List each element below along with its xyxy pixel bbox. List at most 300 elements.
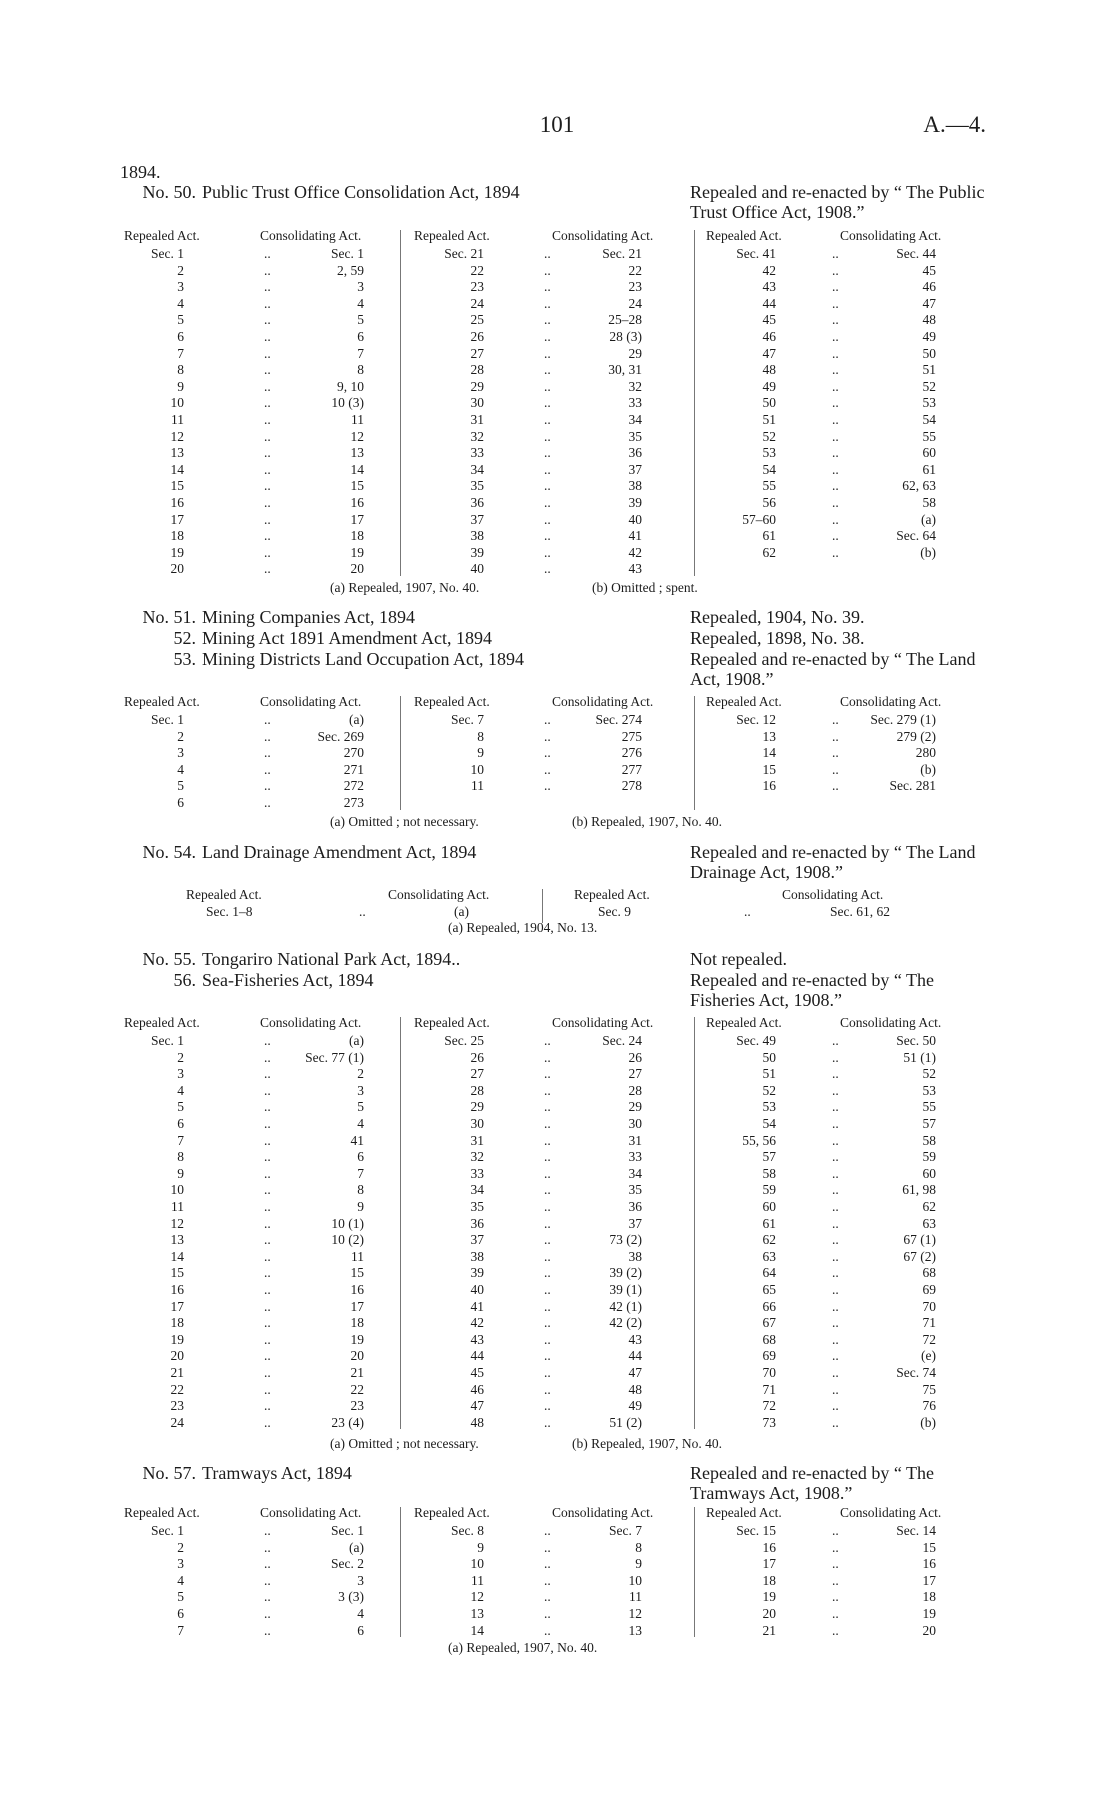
- repealed-section: 39: [470, 544, 484, 560]
- consolidating-section: 67 (1): [903, 1232, 936, 1248]
- leader-dots: ..: [264, 1381, 271, 1397]
- consolidating-section: Sec. 2: [331, 1556, 364, 1572]
- leader-dots: ..: [264, 362, 271, 378]
- consolidating-section: Sec. 24: [602, 1033, 642, 1048]
- consolidating-section: (b): [920, 544, 936, 560]
- consolidating-section: 15: [350, 478, 364, 494]
- consolidating-section: 4: [357, 1116, 364, 1131]
- leader-dots: ..: [544, 778, 551, 794]
- leader-dots: ..: [544, 1082, 551, 1098]
- leader-dots: ..: [544, 279, 551, 295]
- col-header: Repealed Act.: [414, 1505, 490, 1520]
- repealed-section: 47: [470, 1398, 484, 1414]
- leader-dots: ..: [832, 295, 839, 311]
- consolidating-section: Sec. 77 (1): [305, 1049, 364, 1065]
- col-header: Consolidating Act.: [388, 887, 490, 902]
- repealed-section: 34: [470, 1182, 484, 1198]
- repealed-section: 2: [177, 728, 184, 744]
- consolidating-section: 23: [350, 1398, 364, 1414]
- repealed-section: 7: [177, 1132, 184, 1148]
- consolidating-section: 6: [357, 329, 364, 344]
- consolidating-section: 62, 63: [902, 478, 936, 494]
- consolidating-section: 42 (2): [609, 1315, 642, 1331]
- repealed-section: 16: [170, 1282, 184, 1297]
- repealed-section: 39: [470, 1265, 484, 1281]
- leader-dots: ..: [544, 1116, 551, 1131]
- consolidating-section: 11: [351, 412, 364, 427]
- repealed-section: 4: [177, 761, 184, 777]
- consolidating-section: 272: [343, 778, 364, 794]
- leader-dots: ..: [264, 1398, 271, 1414]
- repealed-section: 11: [471, 778, 484, 794]
- table-cell: Sec. 9: [598, 904, 631, 919]
- leader-dots: ..: [264, 528, 271, 544]
- repealed-section: 56: [762, 495, 776, 510]
- repealed-section: 29: [470, 1099, 484, 1115]
- repealed-section: 37: [470, 1232, 484, 1248]
- consolidating-section: 63: [922, 1215, 936, 1231]
- consolidating-section: 14: [350, 461, 364, 477]
- leader-dots: ..: [832, 728, 839, 744]
- act-number: No. 55.: [142, 949, 196, 969]
- consolidating-section: (b): [920, 761, 936, 777]
- consolidating-section: 43: [628, 1331, 642, 1347]
- consolidating-section: 38: [628, 478, 642, 494]
- consolidating-section: 48: [628, 1381, 642, 1397]
- repealed-section: 52: [762, 1082, 776, 1098]
- leader-dots: ..: [832, 1265, 839, 1281]
- consolidating-section: 29: [628, 345, 642, 361]
- act-number: 53.: [173, 649, 196, 669]
- table-note: (a) Repealed, 1907, No. 40.: [330, 580, 480, 595]
- repealed-section: 14: [170, 461, 184, 477]
- repealed-section: 7: [177, 345, 184, 361]
- repealed-section: 58: [762, 1165, 776, 1181]
- leader-dots: ..: [544, 1215, 551, 1231]
- repealed-section: Sec. 25: [444, 1033, 484, 1048]
- repealed-section: 36: [470, 1215, 484, 1231]
- consolidating-section: 61, 98: [902, 1182, 936, 1198]
- repealed-section: 8: [177, 1149, 184, 1165]
- repealed-section: 2: [177, 1049, 184, 1065]
- leader-dots: ..: [832, 246, 839, 261]
- consolidating-section: 49: [628, 1398, 642, 1414]
- consolidating-section: 69: [922, 1282, 936, 1297]
- consolidating-section: 20: [922, 1622, 936, 1638]
- act-status: Repealed, 1904, No. 39.: [690, 607, 865, 627]
- repealed-section: 2: [177, 262, 184, 278]
- repealed-section: Sec. 49: [736, 1033, 776, 1048]
- leader-dots: ..: [832, 778, 839, 794]
- leader-dots: ..: [544, 712, 551, 727]
- leader-dots: ..: [544, 1165, 551, 1181]
- consolidating-section: 39 (2): [609, 1265, 642, 1281]
- column-rule: [694, 696, 695, 810]
- leader-dots: ..: [832, 1556, 839, 1572]
- repealed-section: 4: [177, 1082, 184, 1098]
- leader-dots: ..: [264, 1298, 271, 1314]
- consolidating-section: 10 (3): [331, 395, 364, 411]
- leader-dots: ..: [544, 1099, 551, 1115]
- consolidating-section: 35: [628, 1182, 642, 1198]
- repealed-section: 13: [170, 1232, 184, 1248]
- leader-dots: ..: [832, 1099, 839, 1115]
- leader-dots: ..: [264, 728, 271, 744]
- leader-dots: ..: [359, 904, 366, 919]
- consolidating-section: 2: [357, 1066, 364, 1082]
- repealed-section: Sec. 1: [151, 246, 184, 261]
- leader-dots: ..: [544, 412, 551, 427]
- leader-dots: ..: [832, 544, 839, 560]
- repealed-section: 16: [762, 778, 776, 794]
- act-title: Mining Act 1891 Amendment Act, 1894: [202, 628, 492, 648]
- repealed-section: 59: [762, 1182, 776, 1198]
- consolidating-section: Sec. 274: [595, 712, 642, 727]
- leader-dots: ..: [544, 528, 551, 544]
- leader-dots: ..: [544, 1315, 551, 1331]
- repealed-section: 47: [762, 345, 776, 361]
- table-note: (b) Repealed, 1907, No. 40.: [572, 1436, 722, 1451]
- consolidating-section: 277: [621, 761, 642, 777]
- repealed-section: 73: [762, 1414, 776, 1430]
- act-status: Repealed and re-enacted by “ The Land Act, 1908.”: [690, 649, 976, 689]
- leader-dots: ..: [264, 795, 271, 810]
- leader-dots: ..: [832, 1049, 839, 1065]
- leader-dots: ..: [264, 778, 271, 794]
- leader-dots: ..: [544, 1414, 551, 1430]
- consolidating-section: 37: [628, 1215, 642, 1231]
- consolidating-section: 35: [628, 428, 642, 444]
- consolidating-section: 55: [922, 428, 936, 444]
- consolidating-section: 22: [350, 1381, 364, 1397]
- repealed-section: 55, 56: [742, 1132, 776, 1148]
- consolidating-section: 13: [350, 445, 364, 461]
- col-header: Repealed Act.: [706, 694, 782, 709]
- consolidating-section: 18: [922, 1589, 936, 1605]
- consolidating-section: 29: [628, 1099, 642, 1115]
- consolidating-section: 11: [351, 1248, 364, 1264]
- leader-dots: ..: [832, 1033, 839, 1048]
- col-header: Consolidating Act.: [782, 887, 884, 902]
- consolidating-section: 27: [628, 1066, 642, 1082]
- col-header: Repealed Act.: [706, 228, 782, 243]
- table-note: (b) Omitted ; spent.: [592, 580, 698, 595]
- repealed-section: 54: [762, 1116, 776, 1131]
- repealed-section: 11: [171, 412, 184, 427]
- col-header: Repealed Act.: [186, 887, 262, 902]
- column-rule: [542, 889, 543, 923]
- column-rule: [400, 1507, 401, 1637]
- consolidating-section: 25–28: [608, 312, 642, 328]
- repealed-section: 13: [170, 445, 184, 461]
- leader-dots: ..: [264, 1099, 271, 1115]
- repealed-section: 5: [177, 1589, 184, 1605]
- leader-dots: ..: [264, 1365, 271, 1380]
- leader-dots: ..: [544, 345, 551, 361]
- leader-dots: ..: [264, 428, 271, 444]
- consolidating-section: 26: [628, 1049, 642, 1065]
- col-header: Repealed Act.: [414, 1015, 490, 1030]
- leader-dots: ..: [544, 478, 551, 494]
- consolidating-section: 12: [628, 1606, 642, 1621]
- leader-dots: ..: [544, 1589, 551, 1605]
- leader-dots: ..: [544, 544, 551, 560]
- consolidating-section: 24: [628, 295, 642, 311]
- repealed-section: 6: [177, 1116, 184, 1131]
- repealed-section: 49: [762, 378, 776, 394]
- leader-dots: ..: [832, 1132, 839, 1148]
- consolidating-section: 36: [628, 1199, 642, 1214]
- repealed-section: 14: [762, 745, 776, 761]
- act-number: No. 50.: [142, 182, 196, 202]
- consolidating-section: 22: [628, 262, 642, 278]
- leader-dots: ..: [832, 761, 839, 777]
- repealed-section: 29: [470, 378, 484, 394]
- leader-dots: ..: [832, 1282, 839, 1297]
- act-number: 52.: [173, 628, 196, 648]
- col-header: Consolidating Act.: [260, 694, 362, 709]
- consolidating-section: 19: [350, 544, 364, 560]
- leader-dots: ..: [264, 1248, 271, 1264]
- repealed-section: 9: [477, 745, 484, 761]
- consolidating-section: Sec. 1: [331, 1523, 364, 1538]
- consolidating-section: 36: [628, 445, 642, 461]
- consolidating-section: 23: [628, 279, 642, 295]
- repealed-section: 38: [470, 528, 484, 544]
- consolidating-section: 17: [350, 1298, 364, 1314]
- leader-dots: ..: [264, 1132, 271, 1148]
- consolidating-section: (e): [921, 1348, 936, 1364]
- leader-dots: ..: [264, 1331, 271, 1347]
- repealed-section: 14: [470, 1622, 484, 1638]
- col-header: Consolidating Act.: [552, 694, 654, 709]
- act-number: 56.: [173, 970, 196, 990]
- repealed-section: Sec. 1: [151, 1523, 184, 1538]
- leader-dots: ..: [264, 511, 271, 527]
- leader-dots: ..: [544, 461, 551, 477]
- repealed-section: 41: [470, 1298, 484, 1314]
- leader-dots: ..: [264, 1199, 271, 1214]
- leader-dots: ..: [832, 1232, 839, 1248]
- leader-dots: ..: [264, 544, 271, 560]
- repealed-section: 30: [470, 395, 484, 411]
- consolidating-section: Sec. 279 (1): [870, 712, 936, 727]
- consolidating-section: 54: [922, 412, 936, 427]
- leader-dots: ..: [832, 1381, 839, 1397]
- repealed-section: 15: [170, 478, 184, 494]
- consolidating-section: 51 (2): [609, 1414, 642, 1430]
- leader-dots: ..: [832, 1572, 839, 1588]
- repealed-section: 46: [470, 1381, 484, 1397]
- repealed-section: 17: [762, 1556, 776, 1572]
- consolidating-section: 62: [922, 1199, 936, 1214]
- repealed-section: 18: [762, 1572, 776, 1588]
- leader-dots: ..: [264, 1622, 271, 1638]
- repealed-section: 24: [470, 295, 484, 311]
- leader-dots: ..: [264, 761, 271, 777]
- leader-dots: ..: [544, 445, 551, 461]
- column-rule: [694, 1507, 695, 1637]
- repealed-section: 18: [170, 1315, 184, 1331]
- consolidating-section: 58: [922, 495, 936, 510]
- repealed-section: 38: [470, 1248, 484, 1264]
- column-rule: [400, 230, 401, 576]
- consolidating-section: 55: [922, 1099, 936, 1115]
- repealed-section: 60: [762, 1199, 776, 1214]
- consolidating-section: 40: [628, 511, 642, 527]
- repealed-section: 51: [762, 412, 776, 427]
- repealed-section: 54: [762, 461, 776, 477]
- consolidating-section: 279 (2): [896, 728, 936, 744]
- consolidating-section: 41: [628, 528, 642, 544]
- consolidating-section: 18: [350, 1315, 364, 1331]
- leader-dots: ..: [264, 1149, 271, 1165]
- consolidating-section: 42 (1): [609, 1298, 642, 1314]
- consolidating-section: 20: [350, 1348, 364, 1364]
- consolidating-section: 15: [350, 1265, 364, 1281]
- table-note: (a) Repealed, 1904, No. 13.: [448, 920, 598, 935]
- repealed-section: 19: [170, 544, 184, 560]
- consolidating-section: 39: [628, 495, 642, 510]
- leader-dots: ..: [264, 312, 271, 328]
- act-title: Mining Companies Act, 1894: [202, 607, 415, 627]
- repealed-section: 46: [762, 329, 776, 344]
- leader-dots: ..: [832, 1589, 839, 1605]
- repealed-section: 23: [170, 1398, 184, 1414]
- repealed-section: 20: [762, 1606, 776, 1621]
- leader-dots: ..: [544, 745, 551, 761]
- leader-dots: ..: [264, 1556, 271, 1572]
- table-note: (a) Omitted ; not necessary.: [330, 1436, 479, 1451]
- consolidating-section: 68: [922, 1265, 936, 1281]
- repealed-section: 57: [762, 1149, 776, 1165]
- leader-dots: ..: [264, 478, 271, 494]
- repealed-section: 43: [470, 1331, 484, 1347]
- leader-dots: ..: [264, 1539, 271, 1555]
- repealed-section: 18: [170, 528, 184, 544]
- repealed-section: 42: [762, 262, 776, 278]
- repealed-section: 52: [762, 428, 776, 444]
- repealed-section: 8: [177, 362, 184, 378]
- leader-dots: ..: [264, 1282, 271, 1297]
- consolidating-section: 60: [922, 1165, 936, 1181]
- consolidating-section: 12: [350, 428, 364, 444]
- repealed-section: 6: [177, 1606, 184, 1621]
- repealed-section: 33: [470, 445, 484, 461]
- consolidating-section: 73 (2): [609, 1232, 642, 1248]
- section-table-53: [124, 694, 984, 812]
- repealed-section: 61: [762, 1215, 776, 1231]
- consolidating-section: 280: [915, 745, 936, 761]
- repealed-section: 13: [470, 1606, 484, 1621]
- consolidating-section: 28: [628, 1082, 642, 1098]
- consolidating-section: 5: [357, 312, 364, 328]
- consolidating-section: 67 (2): [903, 1248, 936, 1264]
- repealed-section: Sec. 7: [451, 712, 484, 727]
- repealed-section: 3: [177, 745, 184, 761]
- consolidating-section: 57: [922, 1116, 936, 1131]
- leader-dots: ..: [544, 1556, 551, 1572]
- repealed-section: 31: [470, 412, 484, 427]
- consolidating-section: 21: [350, 1365, 364, 1380]
- repealed-section: 17: [170, 511, 184, 527]
- leader-dots: ..: [264, 1049, 271, 1065]
- consolidating-section: 10: [628, 1572, 642, 1588]
- repealed-section: 43: [762, 279, 776, 295]
- leader-dots: ..: [264, 1116, 271, 1131]
- repealed-section: 67: [762, 1315, 776, 1331]
- repealed-section: 12: [470, 1589, 484, 1605]
- repealed-section: 9: [177, 1165, 184, 1181]
- repealed-section: 53: [762, 445, 776, 461]
- act-number: No. 51.: [142, 607, 196, 627]
- repealed-section: 4: [177, 295, 184, 311]
- consolidating-section: 15: [922, 1539, 936, 1555]
- table-note: (b) Repealed, 1907, No. 40.: [572, 814, 722, 829]
- consolidating-section: 16: [922, 1556, 936, 1572]
- consolidating-section: (a): [349, 712, 364, 727]
- repealed-section: 66: [762, 1298, 776, 1314]
- leader-dots: ..: [264, 1265, 271, 1281]
- leader-dots: ..: [544, 511, 551, 527]
- consolidating-section: 3: [357, 1082, 364, 1098]
- act-number: No. 57.: [142, 1463, 196, 1483]
- leader-dots: ..: [832, 1315, 839, 1331]
- consolidating-section: 32: [628, 378, 642, 394]
- repealed-section: 16: [170, 495, 184, 510]
- leader-dots: ..: [544, 1033, 551, 1048]
- repealed-section: 20: [170, 561, 184, 577]
- leader-dots: ..: [544, 1539, 551, 1555]
- consolidating-section: 271: [343, 761, 364, 777]
- consolidating-section: 276: [621, 745, 642, 761]
- consolidating-section: 23 (4): [331, 1414, 364, 1430]
- consolidating-section: 28 (3): [609, 329, 642, 344]
- leader-dots: ..: [832, 1082, 839, 1098]
- repealed-section: Sec. 41: [736, 246, 776, 261]
- repealed-section: 51: [762, 1066, 776, 1082]
- col-header: Consolidating Act.: [840, 228, 942, 243]
- consolidating-section: 19: [350, 1331, 364, 1347]
- consolidating-section: 46: [922, 279, 936, 295]
- leader-dots: ..: [544, 395, 551, 411]
- repealed-section: 16: [762, 1539, 776, 1555]
- leader-dots: ..: [832, 345, 839, 361]
- leader-dots: ..: [264, 279, 271, 295]
- repealed-section: 37: [470, 511, 484, 527]
- repealed-section: 3: [177, 279, 184, 295]
- consolidating-section: Sec. 64: [896, 528, 936, 544]
- repealed-section: 10: [170, 395, 184, 411]
- consolidating-section: 6: [357, 1149, 364, 1165]
- repealed-section: 62: [762, 544, 776, 560]
- leader-dots: ..: [544, 246, 551, 261]
- repealed-section: 5: [177, 1099, 184, 1115]
- consolidating-section: 60: [922, 445, 936, 461]
- consolidating-section: 3: [357, 279, 364, 295]
- repealed-section: 28: [470, 1082, 484, 1098]
- act-title: Tramways Act, 1894: [202, 1463, 352, 1483]
- consolidating-section: 47: [628, 1365, 642, 1380]
- leader-dots: ..: [264, 1215, 271, 1231]
- repealed-section: 63: [762, 1248, 776, 1264]
- leader-dots: ..: [264, 712, 271, 727]
- col-header: Repealed Act.: [124, 228, 200, 243]
- repealed-section: 71: [762, 1381, 776, 1397]
- leader-dots: ..: [832, 1398, 839, 1414]
- consolidating-section: 16: [350, 495, 364, 510]
- leader-dots: ..: [832, 428, 839, 444]
